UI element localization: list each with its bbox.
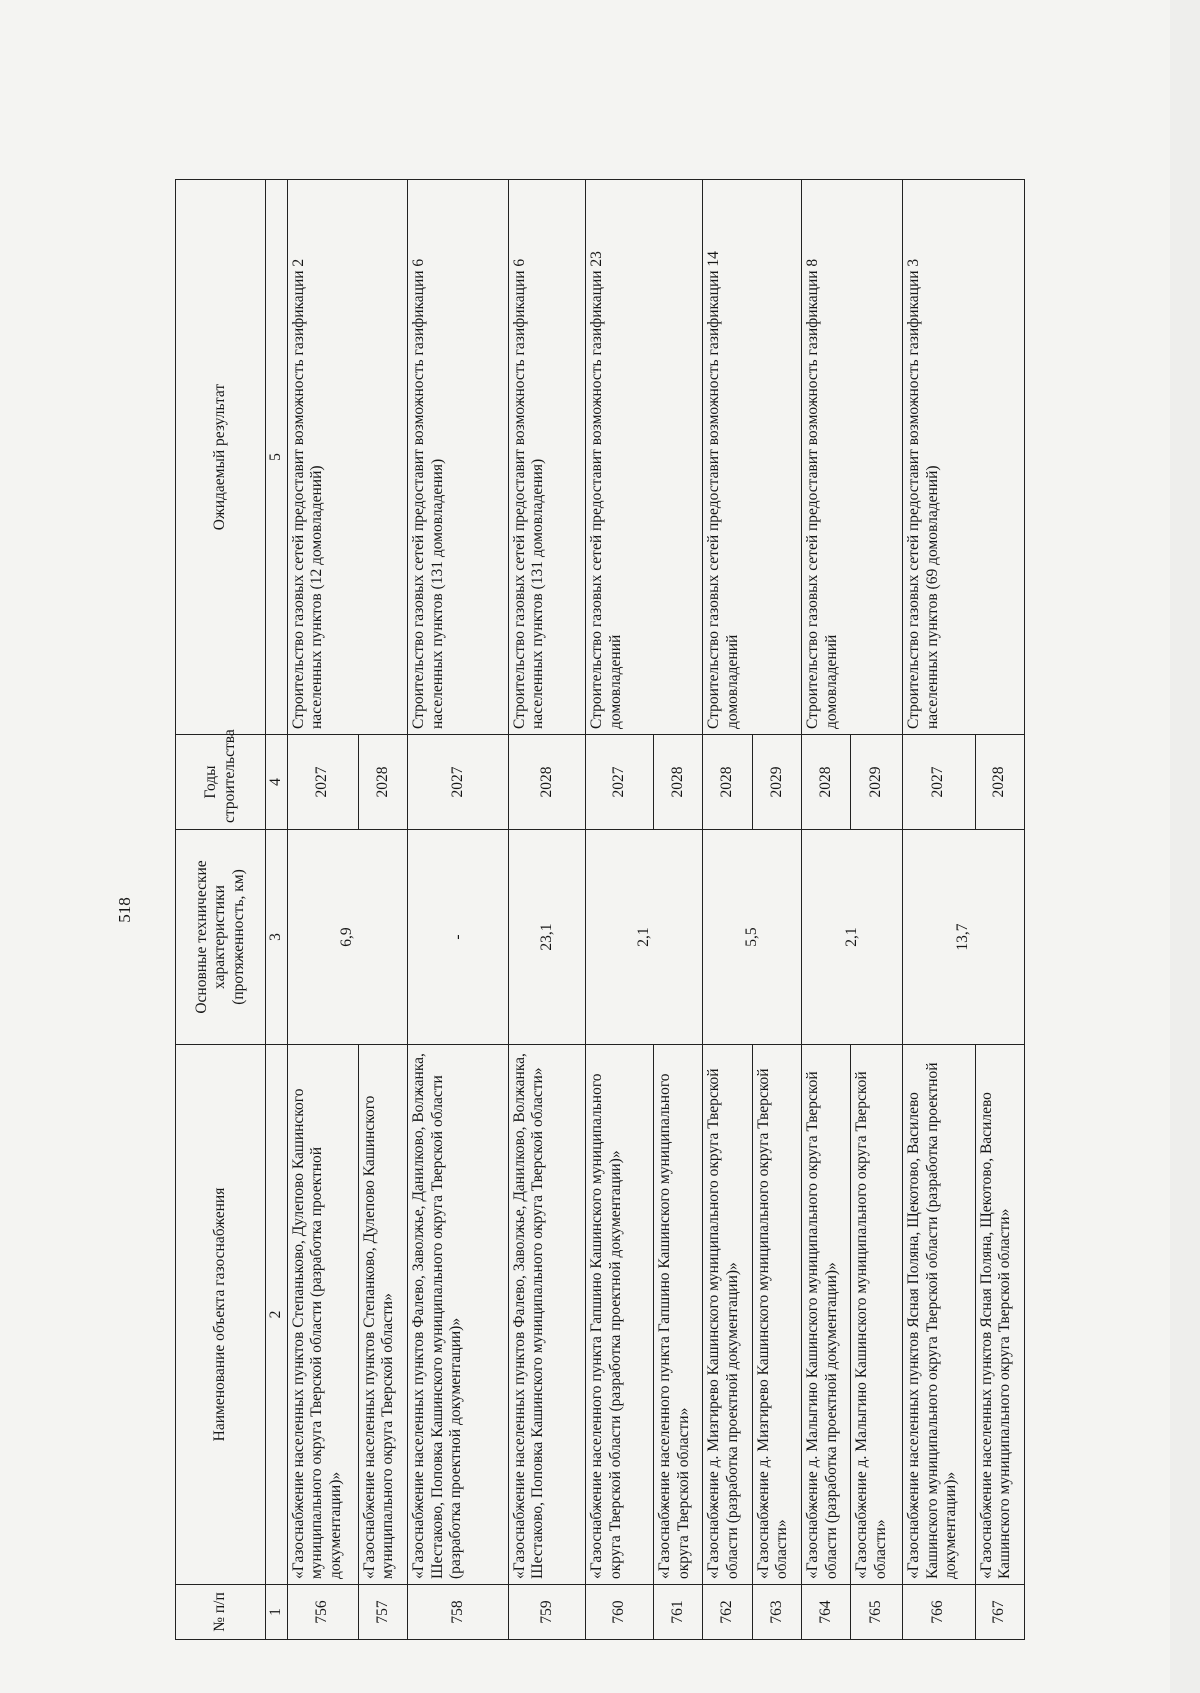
object-name: «Газоснабжение д. Малыгино Кашинского муниципального округа Тверской области» — [851, 1045, 903, 1585]
expected-result: Строительство газовых сетей предоставит возможность газификации 2 населенных пунктов (12 домовладений) — [287, 180, 408, 735]
object-name: «Газоснабжение д. Мизгирево Кашинского муниципального округа Тверской области» — [752, 1045, 801, 1585]
length-km: 6,9 — [287, 830, 408, 1045]
build-year: 2029 — [752, 735, 801, 830]
row-number: 757 — [358, 1585, 407, 1640]
expected-result: Строительство газовых сетей предоставит возможность газификации 23 домовладений — [586, 180, 703, 735]
row-number: 758 — [408, 1585, 509, 1640]
length-km: 2,1 — [802, 830, 903, 1045]
column-index-row — [266, 180, 288, 1640]
row-number: 760 — [586, 1585, 654, 1640]
object-name: «Газоснабжение населенных пунктов Степаньково, Дулепово Кашинского муниципального округа Тверской области (разработка проектной документации)» — [287, 1045, 358, 1585]
row-number: 761 — [653, 1585, 702, 1640]
col-header-name: Наименование объекта газоснабжения — [176, 1045, 266, 1585]
length-km: 5,5 — [703, 830, 802, 1045]
col-header-length: Основные технические характеристики (протяженность, км) — [176, 830, 266, 1045]
col-index: 3 — [266, 830, 288, 1045]
table-row — [902, 180, 975, 1640]
gas-supply-table — [175, 179, 1025, 1640]
rotated-page — [115, 180, 1025, 1640]
table-row — [586, 180, 654, 1640]
expected-result: Строительство газовых сетей предоставит возможность газификации 14 домовладений — [703, 180, 802, 735]
col-index: 2 — [266, 1045, 288, 1585]
table-row — [508, 180, 585, 1640]
length-km: 13,7 — [902, 830, 1024, 1045]
object-name: «Газоснабжение населенных пунктов Фалево, Заволжье, Данилково, Волжанка, Шестаково, Поповка Кашинского муниципального округа Тверской области (разработка проектной документации)» — [408, 1045, 509, 1585]
length-km: 23,1 — [508, 830, 585, 1045]
object-name: «Газоснабжение д. Малыгино Кашинского муниципального округа Тверской области (разработка проектной документации)» — [802, 1045, 851, 1585]
row-number: 767 — [975, 1585, 1025, 1640]
row-number: 756 — [287, 1585, 358, 1640]
object-name: «Газоснабжение населенных пунктов Ясная Поляна, Щекотово, Василево Кашинского муниципального округа Тверской области (разработка проектной документации)» — [902, 1045, 975, 1585]
build-year: 2028 — [508, 735, 585, 830]
object-name: «Газоснабжение д. Мизгирево Кашинского муниципального округа Тверской области (разработка проектной документации)» — [703, 1045, 752, 1585]
col-header-years: Годы строительства — [176, 735, 266, 830]
build-year: 2028 — [358, 735, 407, 830]
build-year: 2028 — [802, 735, 851, 830]
expected-result: Строительство газовых сетей предоставит возможность газификации 6 населенных пунктов (131 домовладения) — [508, 180, 585, 735]
table-row — [408, 180, 509, 1640]
expected-result: Строительство газовых сетей предоставит возможность газификации 8 домовладений — [802, 180, 903, 735]
header-row — [176, 180, 266, 1640]
object-name: «Газоснабжение населенного пункта Гапшино Кашинского муниципального округа Тверской области» — [653, 1045, 702, 1585]
build-year: 2027 — [902, 735, 975, 830]
col-index: 5 — [266, 180, 288, 735]
row-number: 764 — [802, 1585, 851, 1640]
build-year: 2027 — [287, 735, 358, 830]
build-year: 2028 — [975, 735, 1025, 830]
object-name: «Газоснабжение населенных пунктов Степанково, Дулепово Кашинского муниципального округа Тверской области» — [358, 1045, 407, 1585]
page-number: 518 — [115, 897, 134, 923]
object-name: «Газоснабжение населенных пунктов Фалево, Заволжье, Данилково, Волжанка, Шестаково, Поповка Кашинского муниципального округа Тверской области» — [508, 1045, 585, 1585]
row-number: 766 — [902, 1585, 975, 1640]
row-number: 765 — [851, 1585, 903, 1640]
col-index: 1 — [266, 1585, 288, 1640]
build-year: 2028 — [653, 735, 702, 830]
length-km: - — [408, 830, 509, 1045]
col-header-number: № п/п — [176, 1585, 266, 1640]
object-name: «Газоснабжение населенных пунктов Ясная Поляна, Щекотово, Василево Кашинского муниципального округа Тверской области» — [975, 1045, 1025, 1585]
row-number: 762 — [703, 1585, 752, 1640]
build-year: 2027 — [408, 735, 509, 830]
row-number: 763 — [752, 1585, 801, 1640]
col-index: 4 — [266, 735, 288, 830]
row-number: 759 — [508, 1585, 585, 1640]
table-row — [802, 180, 851, 1640]
build-year: 2029 — [851, 735, 903, 830]
table-row — [703, 180, 752, 1640]
expected-result: Строительство газовых сетей предоставит возможность газификации 6 населенных пунктов (131 домовладения) — [408, 180, 509, 735]
build-year: 2027 — [586, 735, 654, 830]
scan-edge — [1170, 0, 1200, 1693]
build-year: 2028 — [703, 735, 752, 830]
col-header-result: Ожидаемый результат — [176, 180, 266, 735]
object-name: «Газоснабжение населенного пункта Гапшино Кашинского муниципального округа Тверской области (разработка проектной документации)» — [586, 1045, 654, 1585]
expected-result: Строительство газовых сетей предоставит возможность газификации 3 населенных пунктов (69 домовладений) — [902, 180, 1024, 735]
table-row — [287, 180, 358, 1640]
length-km: 2,1 — [586, 830, 703, 1045]
